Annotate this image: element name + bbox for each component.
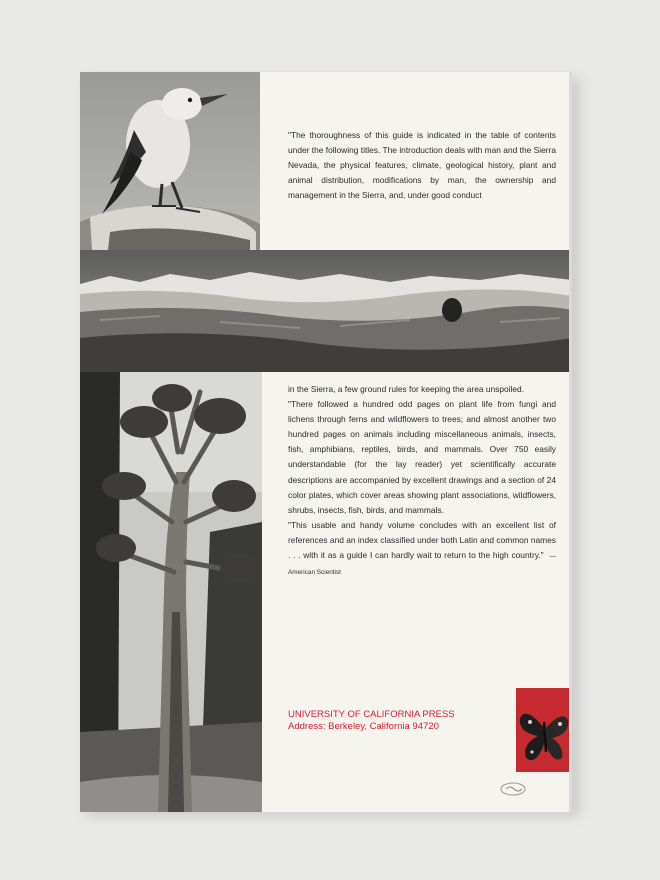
review-text-bottom bbox=[288, 382, 556, 580]
bird-photo bbox=[80, 72, 260, 250]
review-paragraph-3 bbox=[288, 518, 556, 580]
review-paragraph-2: "There followed a hundred odd pages on plant life from fungi and lichens through ferns and wildflowers to trees; and almost another two hundred pages on animals including miscellaneous animals, insects, fish, amphibians, reptiles, birds, and mammals. Over 750 easily understandable (for the lay reader) yet scientifically accurate descriptions are accompanied by excellent drawings and a section of 24 color plates, which cover areas showing plant associations, wildflowers, shrubs, insects, fish, birds, and mammals. bbox=[288, 399, 556, 515]
review-paragraph-3-text: "This usable and handy volume concludes with an excellent list of references and an index classified under both Latin and common names . . . with it as a guide I can hardly wait to return to the high country." bbox=[288, 519, 556, 561]
review-attribution: —American Scientist bbox=[288, 553, 556, 577]
book-back-cover bbox=[80, 72, 572, 812]
publisher-name: UNIVERSITY OF CALIFORNIA PRESS bbox=[288, 709, 455, 720]
butterfly-illustration bbox=[516, 688, 572, 772]
price-sticker-mark bbox=[498, 780, 528, 798]
review-continuation: in the Sierra, a few ground rules for keeping the area unspoiled. bbox=[288, 384, 525, 394]
mountain-panorama-photo bbox=[80, 250, 572, 372]
review-text-top bbox=[288, 128, 556, 203]
butterfly-icon bbox=[516, 688, 572, 772]
juniper-tree-photo bbox=[80, 372, 262, 812]
publisher-address: Address: Berkeley, California 94720 bbox=[288, 720, 439, 732]
publisher-block bbox=[288, 709, 455, 732]
review-opening: "The thoroughness of this guide is indicated in the table of contents under the following titles. The introduction deals with man and the Sierra Nevada, the physical features, climate, geological history, plant and animal distribution, modifications by man, the ownership and management in the Sierra, and, under good conduct bbox=[288, 130, 556, 201]
